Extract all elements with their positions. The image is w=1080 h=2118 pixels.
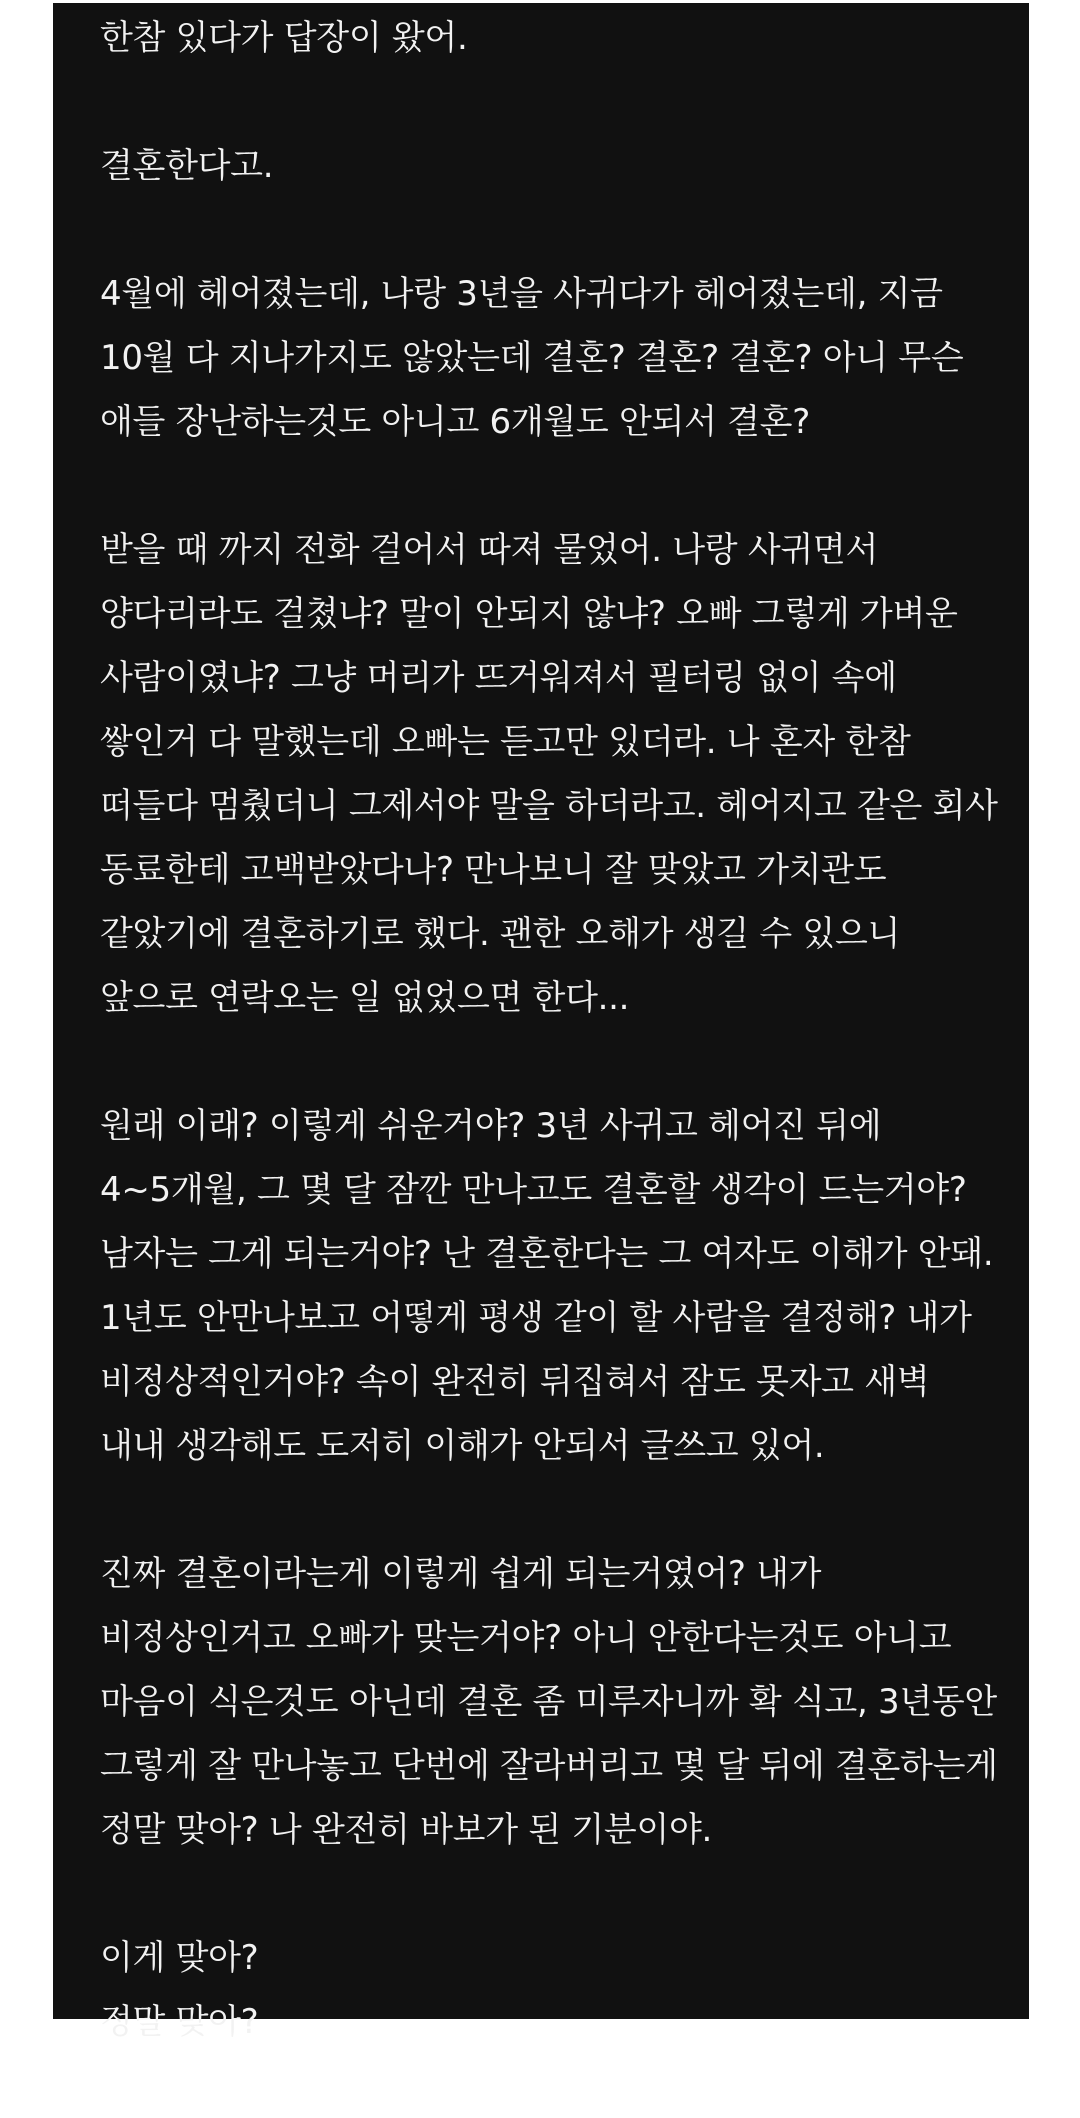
post-paragraph — [100, 518, 1010, 1030]
text-line: 애들 장난하는것도 아니고 6개월도 안되서 결혼? — [100, 402, 810, 442]
text-line: 내내 생각해도 도저히 이해가 안되서 글쓰고 있어. — [100, 1426, 825, 1466]
post-paragraph — [100, 1542, 1010, 1862]
post-paragraph — [100, 1926, 1010, 2054]
post-paragraph — [100, 1094, 1010, 1478]
text-line: 쌓인거 다 말했는데 오빠는 듣고만 있더라. 나 혼자 한참 — [100, 722, 911, 762]
text-line: 동료한테 고백받았다나? 만나보니 잘 맞았고 가치관도 — [100, 850, 887, 890]
text-line: 앞으로 연락오는 일 없었으면 한다... — [100, 978, 630, 1018]
text-line: 10월 다 지나가지도 않았는데 결혼? 결혼? 결혼? 아니 무슨 — [100, 338, 964, 378]
text-line: 같았기에 결혼하기로 했다. 괜한 오해가 생길 수 있으니 — [100, 914, 901, 954]
post-body — [100, 6, 1010, 2118]
text-line: 이게 맞아? — [100, 1938, 259, 1978]
post-paragraph — [100, 262, 1010, 454]
text-line: 사람이였냐? 그냥 머리가 뜨거워져서 필터링 없이 속에 — [100, 658, 897, 698]
text-line: 4월에 헤어졌는데, 나랑 3년을 사귀다가 헤어졌는데, 지금 — [100, 274, 943, 314]
text-line: 결혼한다고. — [100, 146, 274, 186]
text-line: 한참 있다가 답장이 왔어. — [100, 18, 468, 58]
text-line: 그렇게 잘 만나놓고 단번에 잘라버리고 몇 달 뒤에 결혼하는게 — [100, 1746, 998, 1786]
text-line: 마음이 식은것도 아닌데 결혼 좀 미루자니까 확 식고, 3년동안 — [100, 1682, 997, 1722]
text-line: 정말 맞아? — [100, 2002, 259, 2042]
post-paragraph — [100, 134, 1010, 198]
text-line: 받을 때 까지 전화 걸어서 따져 물었어. 나랑 사귀면서 — [100, 530, 878, 570]
text-line: 비정상인거고 오빠가 맞는거야? 아니 안한다는것도 아니고 — [100, 1618, 952, 1658]
text-line: 원래 이래? 이렇게 쉬운거야? 3년 사귀고 헤어진 뒤에 — [100, 1106, 882, 1146]
post-content-panel[interactable] — [53, 3, 1029, 2042]
text-line: 양다리라도 걸쳤냐? 말이 안되지 않냐? 오빠 그렇게 가벼운 — [100, 594, 958, 634]
text-line: 정말 맞아? 나 완전히 바보가 된 기분이야. — [100, 1810, 713, 1850]
text-line: 떠들다 멈췄더니 그제서야 말을 하더라고. 헤어지고 같은 회사 — [100, 786, 998, 826]
text-line: 비정상적인거야? 속이 완전히 뒤집혀서 잠도 못자고 새벽 — [100, 1362, 930, 1402]
text-line: 진짜 결혼이라는게 이렇게 쉽게 되는거였어? 내가 — [100, 1554, 822, 1594]
post-paragraph — [100, 6, 1010, 70]
text-line: 1년도 안만나보고 어떻게 평생 같이 할 사람을 결정해? 내가 — [100, 1298, 972, 1338]
text-line: 남자는 그게 되는거야? 난 결혼한다는 그 여자도 이해가 안돼. — [100, 1234, 994, 1274]
text-line: 4~5개월, 그 몇 달 잠깐 만나고도 결혼할 생각이 드는거야? — [100, 1170, 967, 1210]
